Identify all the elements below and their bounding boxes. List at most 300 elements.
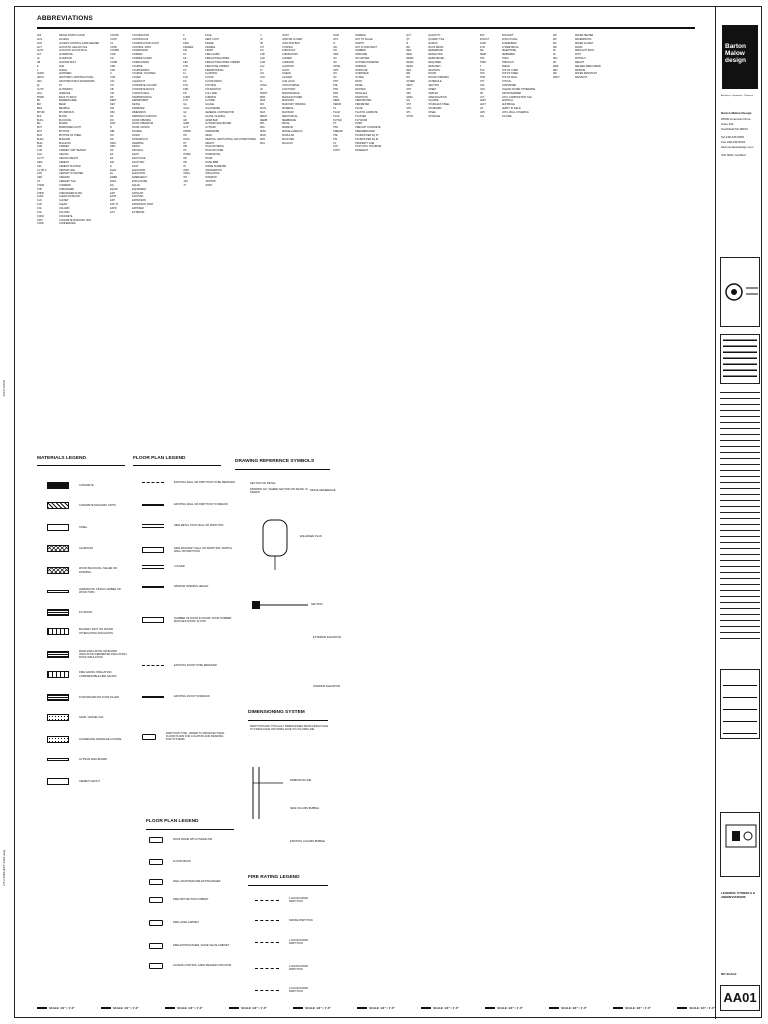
material-swatch <box>47 736 69 743</box>
abbreviation-code: ALT <box>37 53 42 57</box>
firm-address-3: Southfield MI 48034 <box>721 127 748 131</box>
abbreviations-table <box>37 34 695 434</box>
abbreviation-code: PERF <box>333 99 340 103</box>
abbreviation-meaning: OPPOSITE <box>355 68 368 72</box>
abbreviation-meaning: EQUIPMENT <box>132 187 147 191</box>
abbreviation-code: DP <box>110 95 114 99</box>
material-label: BLANKET, BATT OR SOUND ATTENUATING INSULATION <box>79 628 114 635</box>
abbreviation-meaning: HOSE BIBB <box>205 160 219 164</box>
key-plan-icon <box>722 819 760 869</box>
abbreviation-meaning: HEIGHT <box>205 141 215 145</box>
floor-plan-2-symbol <box>149 859 163 865</box>
abbreviation-meaning: DRINKING FOUNTAIN <box>132 114 157 118</box>
abbreviation-code: EXT <box>110 210 115 214</box>
abbreviation-code: R <box>406 41 409 45</box>
floor-plan-symbol <box>142 524 164 528</box>
abbreviation-meaning: ACCESS CONTROL CARD READER <box>59 41 100 45</box>
abbreviation-meaning: COLUMN <box>59 206 70 210</box>
floor-plan-legend-rule <box>133 465 221 466</box>
abbreviation-meaning: MASONRY OPENING <box>282 103 306 107</box>
abbreviation-code: NOM <box>333 34 339 37</box>
abbreviation-code: VB <box>479 91 483 95</box>
floor-plan-2-label: FIRE HOSE CABINET <box>173 921 199 925</box>
abbreviation-meaning: VINYL COMPOSITION TILE <box>501 95 532 99</box>
abbreviation-meaning: REFLECTED <box>428 53 443 57</box>
abbreviation-code: FLR <box>183 76 188 80</box>
abbreviation-code: MOD <box>260 133 266 137</box>
abbreviation-meaning: INSULATION <box>205 172 220 176</box>
scale-note <box>37 1006 75 1010</box>
floor-plan-label: NEW MASONRY WALL OR PARTITION; PARTIAL WALL OR PARTITION <box>174 547 233 554</box>
abbreviation-code: CONF <box>37 222 44 226</box>
abbreviation-meaning: COURSE, COURSES <box>132 72 156 76</box>
floor-plan-legend-row <box>142 664 236 667</box>
abbreviation-meaning: STORAGE <box>428 114 441 118</box>
abbreviation-code: D <box>110 126 112 130</box>
abbreviation-meaning: PLATE <box>355 107 363 111</box>
abbreviation-code: LAM <box>260 60 266 64</box>
firm-cert: ISO 9001 Certified <box>721 153 746 157</box>
abbreviation-code: MAINT <box>260 91 268 95</box>
abbreviation-meaning: HORIZONTAL <box>205 153 221 157</box>
material-label: HARDWOOD, FINISH LUMBER OR WOOD TRIM <box>79 588 121 595</box>
fire-rating-label: SMOKE PARTITION <box>289 919 313 922</box>
abbreviation-code: PLAS <box>333 114 340 118</box>
abbreviation-meaning: EXTERIOR <box>132 210 145 214</box>
abbreviation-meaning: CONSTRUCTION JOINT <box>132 41 159 45</box>
abbreviation-meaning: DIAMETER <box>132 107 145 111</box>
revision-line <box>720 626 760 627</box>
abbreviation-meaning: DRAWING <box>132 141 144 145</box>
abbreviation-code: SECT <box>406 83 413 87</box>
abbreviation-meaning: CLEAR AIR BLOCK <box>59 195 81 199</box>
abbreviation-code: BULL <box>37 141 43 145</box>
dimension-line-symbol <box>247 763 287 823</box>
abbreviation-code: MAX <box>260 110 266 114</box>
floor-plan-label: LOUVER <box>174 565 185 569</box>
abbreviation-code: REFL <box>406 53 413 57</box>
floor-plan-label: NEW METAL STUD WALL OR PARTITION <box>174 524 224 528</box>
abbreviation-code: EXPO <box>110 206 117 210</box>
floor-plan-legend-heading: FLOOR PLAN LEGEND <box>133 456 186 461</box>
abbreviation-meaning: WAINSCOT <box>574 76 588 80</box>
floor-plan-label: WINDOW OPENING HEIGHT <box>174 585 209 588</box>
revision-line <box>720 632 760 633</box>
abbreviation-code: DF <box>110 149 114 153</box>
abbreviation-meaning: CHECKERED <box>59 187 75 191</box>
abbreviation-code: NO <box>333 49 337 53</box>
abbreviation-code: WD <box>552 45 557 49</box>
abbreviation-code: RM <box>406 72 411 76</box>
abbreviation-code: T <box>479 64 482 68</box>
fire-rating-label: 2 HOUR RATED PARTITION <box>289 965 309 972</box>
drawing-reference-heading: DRAWING REFERENCE SYMBOLS <box>235 459 315 464</box>
abbreviation-code: BOS <box>37 133 43 137</box>
material-legend-row <box>47 671 129 678</box>
abbreviation-meaning: MEMBRANE <box>282 118 296 122</box>
floor-plan-2-label: ROOF DRAIN WITH OVERFLOW <box>173 838 213 842</box>
abbreviation-code: OPP <box>333 68 339 72</box>
abbreviation-meaning: SHEET <box>428 87 437 91</box>
floor-plan-legend-row <box>142 585 236 588</box>
abbreviation-code: DBL <box>110 130 115 134</box>
scale-bar-mark <box>293 1007 303 1009</box>
abbreviation-code: GC <box>183 110 187 114</box>
abbreviation-meaning: STAINLESS STEEL <box>428 103 450 107</box>
abbreviation-meaning: CLEANOUT <box>132 80 146 84</box>
abbreviation-meaning: BITUMINOUS <box>59 110 75 114</box>
abbreviation-meaning: BEAM <box>59 103 66 107</box>
abbreviation-code: CLO <box>37 199 42 203</box>
abbreviation-code: DIA <box>110 107 115 111</box>
floor-plan-legend-2-row <box>149 837 235 843</box>
scale-note <box>613 1006 651 1010</box>
abbreviation-meaning: CONCRETE COLUMN <box>132 83 157 87</box>
dimensioning-item-label: DIMENSION LINE <box>290 779 312 782</box>
abbreviation-meaning: DRYWALL <box>132 149 144 153</box>
abbreviation-code: PVMT <box>333 149 340 153</box>
abbreviation-code: CL HT <box>37 157 44 160</box>
abbreviation-code: ACP <box>37 41 42 45</box>
abbreviation-code: LL <box>260 80 263 84</box>
abbreviation-meaning: WEIGHT <box>574 60 585 64</box>
abbreviation-code: F <box>183 34 185 37</box>
material-swatch <box>47 628 69 635</box>
abbreviation-meaning: GALVANIZED <box>205 107 221 111</box>
abbreviation-code: GALV <box>183 107 190 111</box>
abbreviation-code: @ <box>37 83 40 87</box>
abbreviation-code: TOS <box>479 72 485 76</box>
abbreviation-code: EXP JT <box>110 203 119 207</box>
scale-note <box>101 1006 139 1010</box>
revision-line <box>720 416 760 417</box>
abbreviation-meaning: TOP OF WALL <box>501 76 518 80</box>
revision-line <box>720 566 760 567</box>
abbreviation-code: ACST <box>37 49 44 53</box>
abbreviation-code: CHAM <box>37 183 45 187</box>
abbreviation-code: CORR <box>110 60 118 64</box>
abbreviation-row <box>183 184 256 188</box>
abbreviation-meaning: BULLETIN <box>59 141 71 145</box>
abbreviation-meaning: OUNCE <box>355 76 364 80</box>
abbreviation-code: PVC <box>333 145 339 149</box>
abbreviation-meaning: DIMENSION <box>132 110 146 114</box>
abbreviation-code: LP <box>260 87 264 91</box>
abbreviation-meaning: COUNTERSINK <box>132 68 150 72</box>
abbreviation-meaning: RESILIENT <box>428 64 441 68</box>
drawing-reference-label: SECTION <box>311 603 323 606</box>
floor-plan-legend-2-row <box>149 897 235 903</box>
scale-note <box>165 1006 203 1010</box>
abbreviation-meaning: VINYL WALL COVERING <box>501 110 529 114</box>
abbreviation-code: C/O <box>110 80 115 84</box>
material-swatch <box>47 609 69 616</box>
abbreviation-meaning: FIRE EXTINGUISHER <box>205 57 230 61</box>
abbreviations-rule <box>37 27 695 29</box>
abbreviation-code: FIN <box>183 49 188 53</box>
abbreviation-code: LT <box>260 68 263 72</box>
revision-line <box>720 470 760 471</box>
abbreviation-meaning: MULLION <box>282 141 293 145</box>
abbreviation-meaning: LOCKER <box>282 76 292 80</box>
abbreviation-code: FTG <box>183 83 189 87</box>
drawing-reference-rule <box>235 469 330 470</box>
abbreviation-meaning: EACH WAY <box>132 160 145 164</box>
floor-plan-symbol <box>142 504 164 506</box>
abbreviation-code: DIM <box>110 110 115 114</box>
abbreviation-row <box>333 149 402 153</box>
abbreviation-code: ANOD <box>37 72 44 76</box>
floor-plan-label: NUMBER OF DOOR IN ROOM; DOOR NUMBER MATCHES ROOM; FLOOR <box>174 617 232 624</box>
abbreviation-code: THK <box>479 57 485 61</box>
firm-address-2: Suite 401 <box>721 122 734 126</box>
scale-text: SCALE: 1/4" = 1'-0" <box>625 1006 651 1010</box>
abbreviation-meaning: DOOR, DOORS <box>132 126 150 130</box>
scale-bar-mark <box>101 1007 111 1009</box>
floor-plan-legend-2-rule <box>146 829 234 830</box>
drawing-reference-label: ENLARGED PLAN <box>300 535 322 538</box>
firm-web: bartonmalowdesign.com <box>721 145 754 149</box>
abbreviation-code: EL <box>110 172 114 176</box>
title-block <box>715 7 763 1019</box>
abbreviation-meaning: CONCRETE <box>59 214 73 218</box>
abbreviation-code: JB <box>260 41 263 45</box>
abbreviation-code: ELEV <box>110 168 117 172</box>
abbreviation-meaning: DOWN <box>132 133 140 137</box>
abbreviation-meaning: COLUMN <box>59 210 70 214</box>
material-label: GYPSUM WALLBOARD <box>79 758 108 761</box>
abbreviation-meaning: FRAME <box>205 41 214 45</box>
abbreviation-code: AB <box>37 60 41 64</box>
abbreviation-code: EXP <box>110 199 115 203</box>
abbreviation-column <box>553 34 622 434</box>
fire-rating-row <box>255 987 319 993</box>
margin-text-2: 2:5:2-PROJECT:AA01.dwg <box>2 850 6 886</box>
abbreviation-code: DOP <box>110 122 116 126</box>
abbreviation-code: NTS <box>333 37 339 41</box>
floor-plan-legend-2-row <box>149 943 235 949</box>
revision-line <box>720 548 760 549</box>
abbreviation-meaning: QUANTITY <box>428 34 441 37</box>
revision-line <box>720 620 760 621</box>
abbreviation-meaning: ANGLE <box>59 68 68 72</box>
abbreviation-meaning: PARTITION <box>355 95 368 99</box>
abbreviation-meaning: STANDARD <box>428 107 442 111</box>
dimensioning-rule <box>248 720 328 721</box>
revision-line <box>720 434 760 435</box>
abbreviation-meaning: SYMMETRICAL <box>501 45 519 49</box>
dimensioning-heading: DIMENSIONING SYSTEM <box>248 710 305 715</box>
abbreviation-code: REQD <box>406 60 414 64</box>
scale-bar-mark <box>357 1007 367 1009</box>
abbreviation-meaning: WITHOUT <box>574 57 586 61</box>
abbreviation-code: DN <box>110 133 114 137</box>
abbreviation-meaning: DOWNSPOUT <box>132 137 148 141</box>
abbreviation-code: ACS <box>37 37 42 41</box>
abbreviation-code: CONTR <box>110 34 119 37</box>
abbreviation-meaning: VERIFY IN FIELD <box>501 107 521 111</box>
floor-plan-2-label: ACCESS CONTROL CARD READER FOR DOOR <box>173 964 232 968</box>
abbreviation-meaning: REINFORCED <box>428 57 445 61</box>
abbreviation-meaning: JOIST <box>282 34 289 37</box>
abbreviation-meaning: MASONRY <box>282 99 295 103</box>
fire-rating-rule <box>248 885 328 886</box>
abbreviation-meaning: PROPERTY LINE <box>355 141 375 145</box>
abbreviation-meaning: GYPSUM WALLBOARD <box>205 122 232 126</box>
abbreviation-code: GB <box>183 118 187 122</box>
abbreviation-code: THRU <box>479 60 487 64</box>
abbreviation-meaning: WITH <box>574 53 581 57</box>
floor-plan-legend-row <box>142 695 236 698</box>
revision-line <box>720 560 760 561</box>
revision-line <box>720 404 760 405</box>
abbreviation-code: FDN <box>183 87 189 91</box>
abbreviation-column <box>183 34 256 434</box>
abbreviation-code: PTD <box>333 87 339 91</box>
abbreviation-meaning: MATERIAL <box>282 107 294 111</box>
firm-fax: Fax 248.436.5001 <box>721 140 746 144</box>
enlarged-plan-symbol <box>255 512 295 572</box>
sheet-body <box>15 7 715 1019</box>
abbreviation-code: C <box>110 72 112 76</box>
floor-plan-symbol <box>142 586 164 588</box>
scale-label: NO SCALE <box>721 972 737 976</box>
abbreviation-meaning: TEMPERED <box>501 53 515 57</box>
abbreviation-code: PREFAB <box>333 130 343 134</box>
abbreviation-code: PSF <box>333 133 338 137</box>
abbreviation-code: AWI <box>37 80 42 84</box>
floor-plan-2-symbol <box>149 920 163 926</box>
abbreviation-meaning: PARALLEL <box>355 91 368 95</box>
abbreviation-meaning: EAST <box>132 164 139 168</box>
abbreviation-meaning: NORTH <box>355 41 364 45</box>
abbreviation-code: CONT <box>110 37 117 41</box>
material-legend-row <box>47 545 129 552</box>
floor-plan-symbol <box>142 547 164 553</box>
abbreviation-meaning: AVERAGE <box>59 91 71 95</box>
abbreviation-meaning: JANITOR CLOSET <box>282 37 303 41</box>
abbreviation-meaning: CABINET UNIT HEATER <box>59 149 86 153</box>
abbreviation-code: TEL <box>479 49 484 53</box>
revision-line <box>720 476 760 477</box>
revision-line <box>720 602 760 603</box>
abbreviation-code: OBS <box>333 53 339 57</box>
abbreviation-meaning: TOP OF STEEL <box>501 72 519 76</box>
abbreviation-code: FURR <box>183 95 190 99</box>
abbreviation-meaning: OPENING <box>355 64 367 68</box>
abbreviation-code: FRAMES <box>183 45 194 49</box>
scale-note <box>293 1006 331 1010</box>
abbreviation-meaning: CORNER <box>132 53 143 57</box>
revision-line <box>720 482 760 483</box>
abbreviation-meaning: WROUGHT IRON <box>574 49 594 53</box>
floor-plan-2-label: FLOOR DRAIN <box>173 860 191 864</box>
abbreviation-code: AFF <box>37 34 42 37</box>
abbreviation-row <box>406 115 475 119</box>
issue-box <box>720 669 760 739</box>
abbreviation-column <box>480 34 549 434</box>
revision-line <box>720 428 760 429</box>
abbreviation-code: FR <box>183 91 187 95</box>
abbreviation-code: BF <box>37 99 41 103</box>
abbreviation-code: COORD <box>110 49 120 53</box>
abbreviation-meaning: VOLUME <box>501 114 512 118</box>
abbreviation-meaning: CEMENT PLASTER <box>59 164 81 168</box>
abbreviation-meaning: OBSCURE <box>355 53 368 57</box>
abbreviation-meaning: DOOR OPERATOR <box>132 122 154 126</box>
abbreviation-code: PLYWD <box>333 118 342 122</box>
floor-plan-legend-2-row <box>149 920 235 926</box>
abbreviation-meaning: BOTTOM OF STEEL <box>59 133 82 137</box>
firm-name: Barton Malow Design <box>721 111 752 115</box>
material-swatch <box>47 758 69 761</box>
fire-rating-row <box>255 897 319 903</box>
abbreviation-meaning: CEILING <box>59 153 69 157</box>
material-legend-row <box>47 502 129 509</box>
abbreviation-code: PSI <box>333 137 338 141</box>
abbreviation-code: SHT <box>406 87 412 91</box>
material-swatch <box>47 651 69 658</box>
abbreviation-meaning: INSIDE DIAMETER <box>205 164 227 168</box>
abbreviation-code: SST <box>406 103 412 107</box>
fire-rating-row <box>255 965 319 971</box>
abbreviation-meaning: SCHEDULE <box>428 80 442 84</box>
scale-note <box>549 1006 587 1010</box>
abbreviation-meaning: EXPANSION JOINT <box>132 203 154 207</box>
abbreviation-meaning: CONTINUOUS <box>132 37 149 41</box>
firm-address-1: 26500 American Drive <box>721 117 751 121</box>
abbreviation-meaning: FINISH <box>205 49 214 53</box>
revision-line <box>720 506 760 507</box>
abbreviation-meaning: UNLESS NOTED OTHERWISE <box>501 87 536 91</box>
abbreviation-code: AL <box>37 57 40 61</box>
abbreviation-meaning: FIREPROOFING <box>205 68 224 72</box>
scale-text: SCALE: 1/4" = 1'-0" <box>241 1006 267 1010</box>
abbreviation-code: STL <box>406 110 411 114</box>
abbreviation-meaning: CERAMIC TILE <box>59 180 76 184</box>
abbreviation-meaning: ANCHOR BOLT <box>59 60 77 64</box>
abbreviation-meaning: METAL <box>282 122 290 126</box>
abbreviation-code: PL <box>333 107 337 111</box>
revision-line <box>720 494 760 495</box>
abbreviation-code: ACT <box>37 45 42 49</box>
scale-text: SCALE: 1/4" = 1'-0" <box>305 1006 331 1010</box>
abbreviation-meaning: ROUGH OPENING <box>428 76 449 80</box>
seal-icon <box>722 272 760 312</box>
abbreviation-meaning: HEAD <box>205 133 212 137</box>
abbreviation-meaning: ON CENTER <box>355 57 370 61</box>
abbreviation-code: BITUM <box>37 110 45 114</box>
abbreviation-code: ENCL <box>110 180 117 184</box>
abbreviation-code: AVG <box>37 91 42 95</box>
scale-text: SCALE: 1/4" = 1'-0" <box>49 1006 75 1010</box>
floor-plan-legend-2-row <box>149 963 235 969</box>
material-legend-row <box>47 778 129 785</box>
abbreviation-meaning: AUTOMATIC <box>59 87 73 91</box>
abbreviation-meaning: CHAMFER <box>59 183 71 187</box>
fire-rating-symbol <box>255 900 279 901</box>
abbreviation-meaning: WATERPROOF <box>574 37 592 41</box>
abbreviation-code: EA <box>110 153 114 157</box>
abbreviation-code: WH <box>552 34 557 37</box>
abbreviation-meaning: STRAIGHT <box>501 34 514 37</box>
abbreviation-meaning: DOOR OPENING <box>132 118 152 122</box>
abbreviation-code: SIM <box>406 91 411 95</box>
scale-text: SCALE: 1/4" = 1'-0" <box>433 1006 459 1010</box>
abbreviation-code: TYP <box>479 80 485 84</box>
abbreviation-meaning: ACOUSTIC ACOUSTICAL <box>59 49 88 53</box>
abbreviation-meaning: CORNER GUARD <box>132 57 152 61</box>
